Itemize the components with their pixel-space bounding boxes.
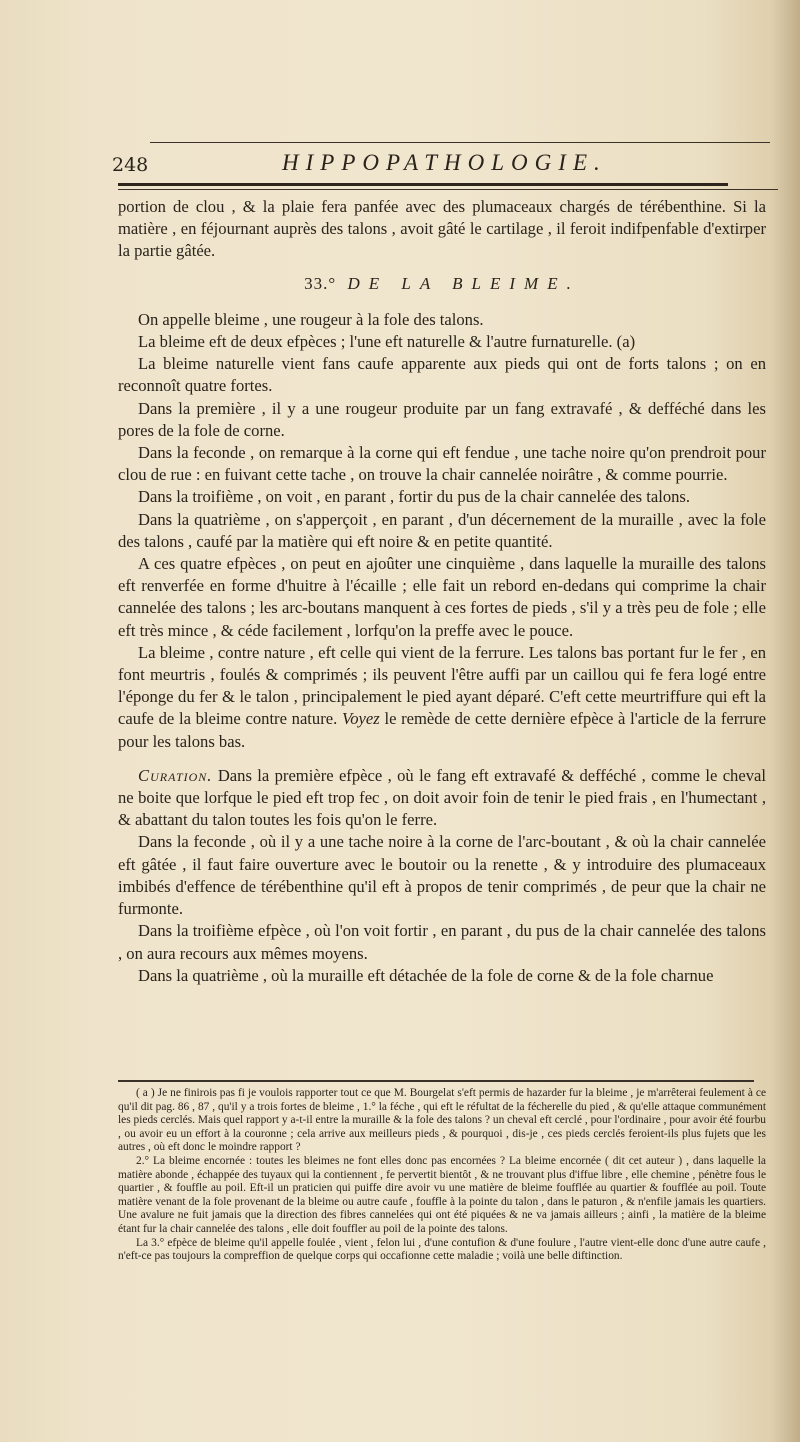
page-number: 248 (112, 154, 149, 176)
paragraph-text: le remède de cette dernière efpèce à l'article de la ferrure pour les talons bas. (118, 709, 766, 751)
section-title: DE LA BLEIME. (347, 273, 580, 293)
header-rule-thin (118, 189, 778, 190)
paragraph: On appelle bleime , une rougeur à la fole des talons. (138, 309, 484, 329)
main-text (118, 196, 766, 987)
footnote: 2.° La bleime encornée : toutes les bleimes ne font elles donc pas encornées ? La bleime encornée ( dit cet auteur ) , dans laquelle la matière abonde , échappée des tuyaux qui la contiennent , fe pervertit bientôt , & ne trouvant plus d'iffue libre , elle chemine , pénètre fous le quartier , & fouffle au poil. Eft-il un praticien qui puiffe dire avoir vu une matière de bleime foufflée au quartier & foufflée au poil. Toute matière venant de la fole provenant de la bleime ou autre caufe , fouffle à la pointe du talon , dans le paturon , & n'enfile jamais les quartiers. Une avalure ne fuit jamais que la direction des fibres cannelées qui ont été piquées & ne va jamais ailleurs ; ainfi , la matière de la bleime étant fur la chair cannelée des talons , elle doit fouffler au poil de la pointe des talons. (118, 1154, 766, 1235)
top-rule (150, 142, 770, 143)
spacer (118, 753, 766, 765)
footnotes (118, 1087, 766, 1264)
paragraph: Dans la quatrième , on s'apperçoit , en parant , d'un décernement de la muraille , avec la fole des talons , caufé par la matière qui eft noire & en petite quantité. (118, 509, 766, 551)
page-edge-shadow (772, 0, 800, 1442)
paragraph: Dans la troifième , on voit , en parant , fortir du pus de la chair cannelée des talons. (138, 487, 691, 507)
curation-label: Curation. (138, 765, 213, 785)
paragraph: Dans la feconde , on remarque à la corne qui eft fendue , une tache noire qu'on prendroit pour clou de rue : en fuivant cette tache , on trouve la chair cannelée noirâtre , & comme pourrie. (118, 443, 766, 485)
paragraph: Dans la première , il y a une rougeur produite par un fang extravafé , & defféché dans les pores de la fole de corne. (118, 398, 766, 440)
paragraph: La bleime eft de deux efpèces ; l'une eft naturelle & l'autre furnaturelle. (a) (138, 332, 636, 352)
curation-text: Dans la première efpèce , où le fang eft extravafé & defféché , comme le cheval ne boite que lorfque le pied eft trop fec , on doit avoir foin de tenir le pied frais , en l'humectant , & abattant du talon toutes les fois qu'on le ferre. (118, 765, 766, 830)
header-rule-thick (118, 183, 728, 186)
section-number: 33.° (304, 273, 337, 293)
voyez-link: Voyez (341, 709, 380, 729)
paragraph (118, 642, 766, 753)
paragraph: portion de clou , & la plaie fera panfée avec des plumaceaux chargés de térébenthine. Si la matière , en féjournant auprès des talons , avoit gâté le cartilage , il feroit indifpenfable d'extirper la partie gâtée. (118, 197, 766, 261)
paragraph: A ces quatre efpèces , on peut en ajoûter une cinquième , dans laquelle la muraille des talons eft renverfée en forme d'huitre à l'écaille ; elle fait un rebord en-dedans qui comprime la chair cannelée des talons ; les arc-boutans manquent à ces fortes de pieds , s'il y a très peu de fole ; elle eft très mince , & céde facilement , lorfqu'on la preffe avec le pouce. (118, 554, 766, 640)
footnote: La 3.° efpèce de bleime qu'il appelle foulée , vient , felon lui , d'une contufion & d'une foulure , l'autre vient-elle donc d'une autre caufe , n'eft-ce pas toujours la compreffion de quelque corps qui occafionne cette maladie ; voilà une belle diftinction. (118, 1236, 766, 1263)
page-header (112, 150, 772, 184)
curation-paragraph (118, 765, 766, 832)
footnote-rule (118, 1080, 754, 1082)
paragraph-text: La bleime , contre nature , eft celle qui vient de la ferrure. Les talons bas portant fur le fer , en font meurtris , foulés & comprimés ; ils peuvent l'être auffi par un caillou qui fe fera logé entre l'éponge du fer & le talon , principalement le pied ayant déparé. C'eft cette meurtriffure qui eft la caufe de la bleime contre nature. (118, 642, 766, 729)
paragraph: Dans la troifième efpèce , où l'on voit fortir , en parant , du pus de la chair cannelée des talons , on aura recours aux mêmes moyens. (118, 921, 766, 963)
running-head: HIPPOPATHOLOGIE. (282, 150, 607, 175)
footnote: ( a ) Je ne finirois pas fi je voulois rapporter tout ce que M. Bourgelat s'eft permis de hazarder fur la bleime , je m'arrêterai feulement à ce qu'il dit pag. 86 , 87 , qu'il y a trois fortes de bleime , 1.° la féche , qui eft le réfultat de la fécherelle du pied , & qu'elle attaque communément les pieds cerclés. Mais quel rapport y a-t-il entre la muraille & la fole des talons ? un cheval eft cerclé , pour l'ordinaire , pour avoir été fourbu , ou avoir eu un effort à la couronne ; cela arrive aux meilleurs pieds , & pourquoi , dis-je , ces pieds cerclés feroient-ils plus fujets que les autres , où eft donc le moindre rapport ? (118, 1087, 766, 1154)
section-heading (118, 273, 766, 295)
paragraph: Dans la feconde , où il y a une tache noire à la corne de l'arc-boutant , & où la chair cannelée eft gâtée , il faut faire ouverture avec le boutoir ou la renette , & y introduire des plumaceaux imbibés d'effence de térébenthine qu'il eft à propos de tenir comprimés , de peur que la chair ne furmonte. (118, 832, 766, 919)
paragraph: Dans la quatrième , où la muraille eft détachée de la fole de corne & de la fole charnue (138, 965, 714, 985)
paragraph: La bleime naturelle vient fans caufe apparente aux pieds qui ont de forts talons ; on en reconnoît quatre fortes. (118, 354, 766, 396)
